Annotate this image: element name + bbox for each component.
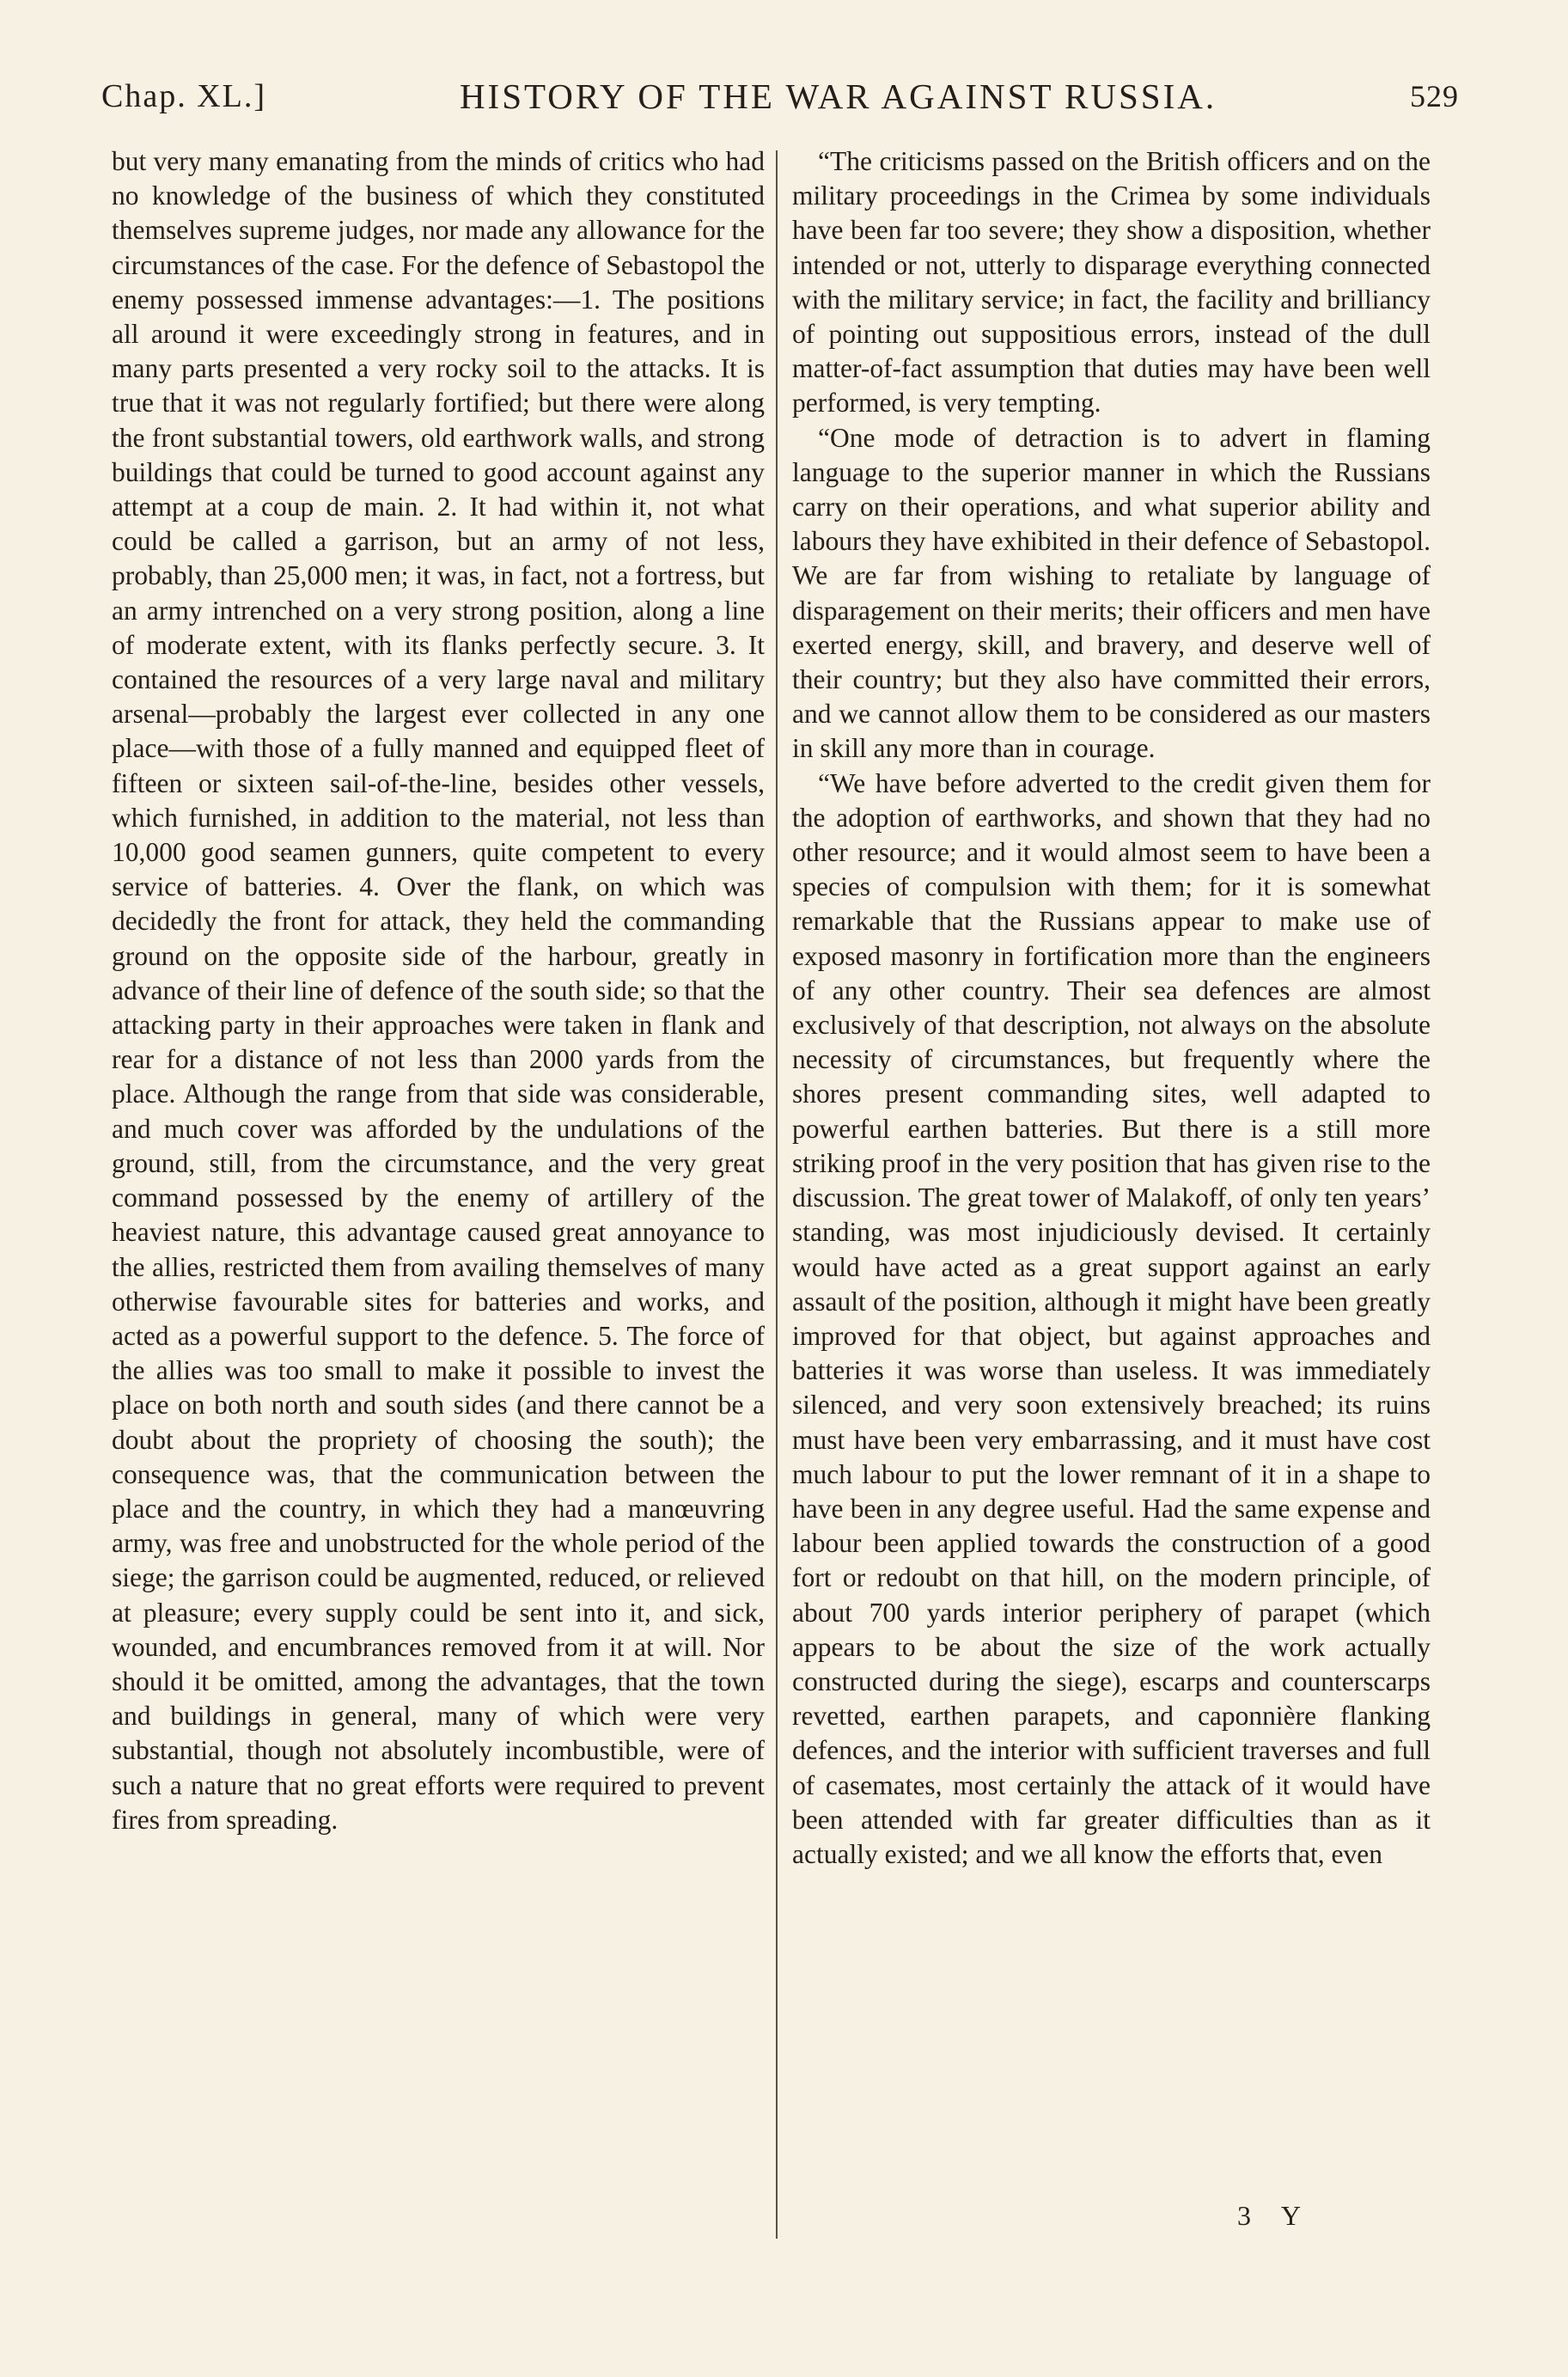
left-column bbox=[112, 144, 765, 2241]
right-paragraph-3: “We have before adverted to the credit given them for the adoption of earthworks, and shown that they had no other resource; and it would almost seem to have been a species of compulsion with them; for it is somewhat remarkable that the Russians appear to make use of exposed masonry in fortification more than the engineers of any other country. Their sea defences are almost exclusively of that description, not always on the absolute necessity of circumstances, but frequently where the shores present commanding sites, well adapted to powerful earthen batteries. But there is a still more striking proof in the very position that has given rise to the discussion. The great tower of Malakoff, of only ten years’ standing, was most injudiciously devised. It certainly would have acted as a great support against an early assault of the position, although it might have been greatly improved for that object, but against approaches and batteries it was worse than useless. It was immediately silenced, and very soon extensively breached; its ruins must have been very embarrassing, and it must have cost much labour to put the lower remnant of it in a shape to have been in any degree useful. Had the same expense and labour been applied towards the construction of a good fort or redoubt on that hill, on the modern principle, of about 700 yards interior periphery of parapet (which appears to be about the size of the work actually constructed during the siege), escarps and counterscarps revetted, earthen parapets, and caponnière flanking defences, and the interior with sufficient traverses and full of casemates, most certainly the attack of it would have been attended with far greater difficulties than as it actually existed; and we all know the efforts that, even bbox=[792, 767, 1431, 1869]
book-title: HISTORY OF THE WAR AGAINST RUSSIA. bbox=[459, 76, 1217, 116]
right-column bbox=[792, 144, 1431, 2241]
right-paragraph-2: “One mode of detraction is to advert in flaming language to the superior manner in which the Russians carry on their operations, and what superior ability and labours they have exhibited in their defence of Sebastopol. We are far from wishing to retaliate by language of disparagement on their merits; their officers and men have exerted energy, skill, and bravery, and deserve well of their country; but they also have committed their errors, and we cannot allow them to be considered as our masters in skill any more than in courage. bbox=[792, 422, 1431, 764]
right-paragraph-1: “The criticisms passed on the British officers and on the military proceedings in the Crimea by some individuals have been far too severe; they show a disposition, whether intended or not, utterly to disparage everything connected with the military service; in fact, the facility and brilliancy of pointing out suppositious errors, instead of the dull matter-of-fact assumption that duties may have been well performed, is very tempting. bbox=[792, 146, 1431, 419]
column-divider bbox=[776, 150, 778, 2239]
running-header bbox=[101, 70, 1459, 122]
page-number: 529 bbox=[1409, 79, 1459, 113]
left-paragraph-1: but very many emanating from the minds of critics who had no knowledge of the business of which they constituted themselves supreme judges, nor made any allowance for the circumstances of the case. For the defence of Sebastopol the enemy possessed immense advantages:—1. The positions all around it were exceedingly strong in features, and in many parts presented a very rocky soil to the attacks. It is true that it was not regularly fortified; but there were along the front substantial towers, old earthwork walls, and strong buildings that could be turned to good account against any attempt at a coup de main. 2. It had within it, not what could be called a garrison, but an army of not less, probably, than 25,000 men; it was, in fact, not a fortress, but an army intrenched on a very strong position, along a line of moderate extent, with its flanks perfectly secure. 3. It contained the resources of a very large naval and military arsenal—probably the largest ever collected in any one place—with those of a fully manned and equipped fleet of fifteen or sixteen sail-of-the-line, besides other vessels, which furnished, in addition to the material, not less than 10,000 good seamen gunners, quite competent to every service of batteries. 4. Over the flank, on which was decidedly the front for attack, they held the commanding ground on the opposite side of the harbour, greatly in advance of their line of defence of the south side; so that the attacking party in their approaches were taken in flank and rear for a distance of not less than 2000 yards from the place. Although the range from that side was considerable, and much cover was afforded by the undulations of the ground, still, from the circumstance, and the very great command possessed by the enemy of artillery of the heaviest nature, this advantage caused great annoyance to the allies, restricted them from availing themselves of many otherwise favourable sites for batteries and works, and acted as a powerful support to the defence. 5. The force of the allies was too small to make it possible to invest the place on both north and south sides (and there cannot be a doubt about the propriety of choosing the south); the consequence was, that the communication between the place and the country, in which they had a manœuvring army, was free and unobstructed for the whole period of the siege; the garrison could be augmented, reduced, or relieved at pleasure; every supply could be sent into it, and sick, wounded, and encumbrances removed from it at will. Nor should it be omitted, among the advantages, that the town and buildings in general, many of which were very substantial, though not absolutely incombustible, were of such a nature that no great efforts were required to prevent fires from spreading. bbox=[112, 146, 765, 1835]
signature-mark: 3 Y bbox=[1237, 2200, 1313, 2231]
chapter-label: Chap. XL.] bbox=[101, 78, 267, 114]
text-columns bbox=[112, 144, 1431, 2241]
